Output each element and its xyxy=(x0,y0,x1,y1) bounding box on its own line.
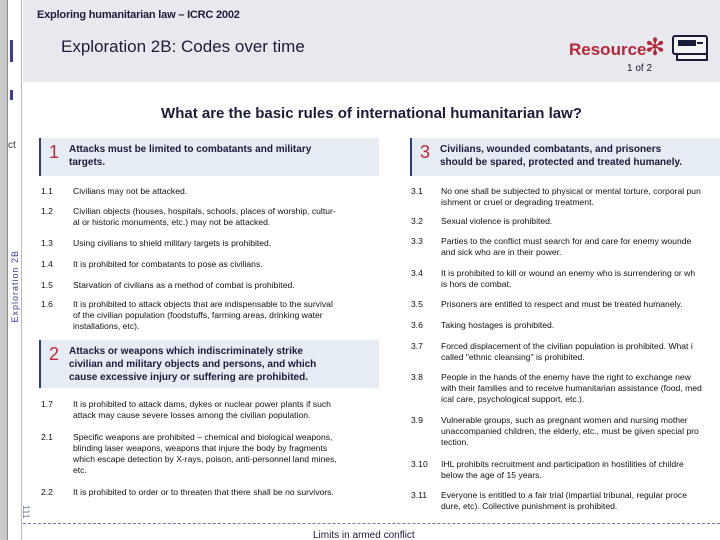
section-heading-line: targets. xyxy=(69,157,106,168)
rule-text xyxy=(441,341,693,363)
rule-text xyxy=(73,487,334,498)
computer-icon xyxy=(671,34,711,62)
page-title: Exploration 2B: Codes over time xyxy=(61,37,305,56)
strip-vertical-text: Exploration 2B xyxy=(10,250,20,323)
rule-line: It is prohibited to order or to threaten that there shall be no survivors. xyxy=(73,487,334,497)
page-number: 111 xyxy=(21,505,31,519)
rule-text xyxy=(441,320,554,331)
section-1-box xyxy=(39,138,379,176)
rule-line: Civilian objects (houses, hospitals, schools, places of worship, cultur- xyxy=(73,206,336,216)
rule-line: Specific weapons are prohibited – chemical and biological weapons, xyxy=(73,432,333,442)
header-band xyxy=(23,0,720,82)
resource-star-icon: ✻ xyxy=(645,34,666,61)
section-2-box xyxy=(39,340,379,388)
rule-line: ical care, psychological support, etc.). xyxy=(441,394,585,404)
rule-line: is hors de combat. xyxy=(441,279,512,289)
rule-number: 1.4 xyxy=(41,259,53,269)
rule-line: It is prohibited to kill or wound an enemy who is surrendering or wh xyxy=(441,268,696,278)
rule-line: installations, etc). xyxy=(73,321,140,331)
rule-line: and sick who are in their power. xyxy=(441,247,562,257)
section-heading-line: should be spared, protected and treated humanely. xyxy=(440,157,683,168)
strip-glyph: ct xyxy=(8,140,16,151)
rule-text xyxy=(441,186,701,208)
series-title: Exploring humanitarian law – ICRC 2002 xyxy=(37,9,240,21)
rule-number: 3.9 xyxy=(411,415,423,425)
rule-text xyxy=(441,268,695,290)
footer-title: Limits in armed conflict xyxy=(313,530,415,540)
rule-line: with their families and to receive humanitarian assistance (food, med xyxy=(441,383,702,393)
rule-line: dure, etc). Collective punishment is prohibited. xyxy=(441,501,618,511)
rule-line: Vulnerable groups, such as pregnant women and nursing mother xyxy=(441,415,688,425)
window-left-frame xyxy=(0,0,8,540)
rule-text xyxy=(73,399,331,421)
rule-line: It is prohibited to attack dams, dykes or nuclear power plants if such xyxy=(73,399,331,409)
rule-number: 1.6 xyxy=(41,299,53,309)
section-heading-line: civilian and military objects and persons, and which xyxy=(69,359,317,370)
rule-line: which escape detection by X-rays, poison, anti-personnel land mines, xyxy=(73,454,337,464)
rule-text xyxy=(73,238,271,249)
rule-number: 3.8 xyxy=(411,372,423,382)
strip-mark xyxy=(10,90,13,100)
rule-line: People in the hands of the enemy have the right to exchange new xyxy=(441,372,691,382)
rule-line: etc. xyxy=(73,465,87,475)
section-heading-line: cause excessive injury or suffering are prohibited. xyxy=(69,372,308,383)
rule-number: 1.1 xyxy=(41,186,53,196)
rule-line: Using civilians to shield military targets is prohibited. xyxy=(73,238,272,248)
rule-text xyxy=(73,206,336,228)
rule-line: Civilians may not be attacked. xyxy=(73,186,188,196)
section-3-box xyxy=(410,138,720,176)
rule-number: 3.6 xyxy=(411,320,423,330)
rule-number: 1.5 xyxy=(41,280,53,290)
rule-line: attack may cause severe losses among the civilian population. xyxy=(73,410,311,420)
rule-number: 3.2 xyxy=(411,216,423,226)
rule-line: below the age of 15 years. xyxy=(441,470,542,480)
section-heading-line: Attacks or weapons which indiscriminately strike xyxy=(69,346,303,357)
document-page xyxy=(23,0,720,540)
rule-number: 3.1 xyxy=(411,186,423,196)
rule-text xyxy=(73,280,295,291)
rule-number: 1.7 xyxy=(41,399,53,409)
rule-line: It is prohibited to attack objects that are indispensable to the survival xyxy=(73,299,333,309)
rule-number: 2.2 xyxy=(41,487,53,497)
rule-text xyxy=(441,216,552,227)
rule-line: unaccompanied children, the elderly, etc., must be given special pro xyxy=(441,426,699,436)
rule-line: al or historic monuments, etc.) may not be attacked. xyxy=(73,217,271,227)
rule-number: 2.1 xyxy=(41,432,53,442)
rule-number: 3.10 xyxy=(411,459,428,469)
rule-line: Prisoners are entitled to respect and must be treated humanely. xyxy=(441,299,683,309)
section-heading-line: Civilians, wounded combatants, and prisoners xyxy=(440,144,662,155)
rule-number: 3.4 xyxy=(411,268,423,278)
main-heading: What are the basic rules of international humanitarian law? xyxy=(161,105,582,122)
page-of-label: 1 of 2 xyxy=(627,63,653,74)
section-heading xyxy=(440,143,682,169)
rule-line: ishment or cruel or degrading treatment. xyxy=(441,197,594,207)
rule-text xyxy=(441,299,683,310)
rule-line: Forced displacement of the civilian population is prohibited. What i xyxy=(441,341,693,351)
rule-line: called "ethnic cleansing" is prohibited. xyxy=(441,352,585,362)
rule-text xyxy=(73,432,337,476)
rule-text xyxy=(73,299,333,332)
rule-text xyxy=(73,259,263,270)
section-number: 2 xyxy=(49,344,60,364)
resource-label: Resource xyxy=(569,40,647,59)
section-number: 3 xyxy=(420,142,431,162)
rule-number: 3.5 xyxy=(411,299,423,309)
rule-line: Starvation of civilians as a method of combat is prohibited. xyxy=(73,280,295,290)
section-number: 1 xyxy=(49,142,60,162)
adjacent-page-strip xyxy=(8,0,22,540)
rule-line: Parties to the conflict must search for and care for enemy wounde xyxy=(441,236,692,246)
rule-text xyxy=(441,490,687,512)
footer-divider xyxy=(23,523,720,524)
rule-line: IHL prohibits recruitment and participation in hostilities of childre xyxy=(441,459,684,469)
rule-number: 3.11 xyxy=(411,490,428,500)
section-heading xyxy=(69,143,311,169)
section-heading-line: Attacks must be limited to combatants and military xyxy=(69,144,312,155)
rule-number: 3.7 xyxy=(411,341,423,351)
rule-text xyxy=(73,186,187,197)
rule-number: 1.2 xyxy=(41,206,53,216)
rule-line: It is prohibited for combatants to pose as civilians. xyxy=(73,259,263,269)
rule-number: 1.3 xyxy=(41,238,53,248)
rule-line: tection. xyxy=(441,437,469,447)
rule-text xyxy=(441,372,702,405)
rule-line: Taking hostages is prohibited. xyxy=(441,320,555,330)
rule-line: No one shall be subjected to physical or mental torture, corporal pun xyxy=(441,186,701,196)
rule-number: 3.3 xyxy=(411,236,423,246)
rule-text xyxy=(441,459,684,481)
rule-line: Sexual violence is prohibited. xyxy=(441,216,553,226)
rule-line: Everyone is entitled to a fair trial (impartial tribunal, regular proce xyxy=(441,490,687,500)
rule-text xyxy=(441,415,699,448)
rule-line: blinding laser weapons, weapons that injure the body by fragments xyxy=(73,443,328,453)
rule-line: of the civilian population (foodstuffs, farming areas, drinking water xyxy=(73,310,323,320)
strip-mark xyxy=(10,40,13,62)
section-heading xyxy=(69,345,316,384)
rule-text xyxy=(441,236,691,258)
